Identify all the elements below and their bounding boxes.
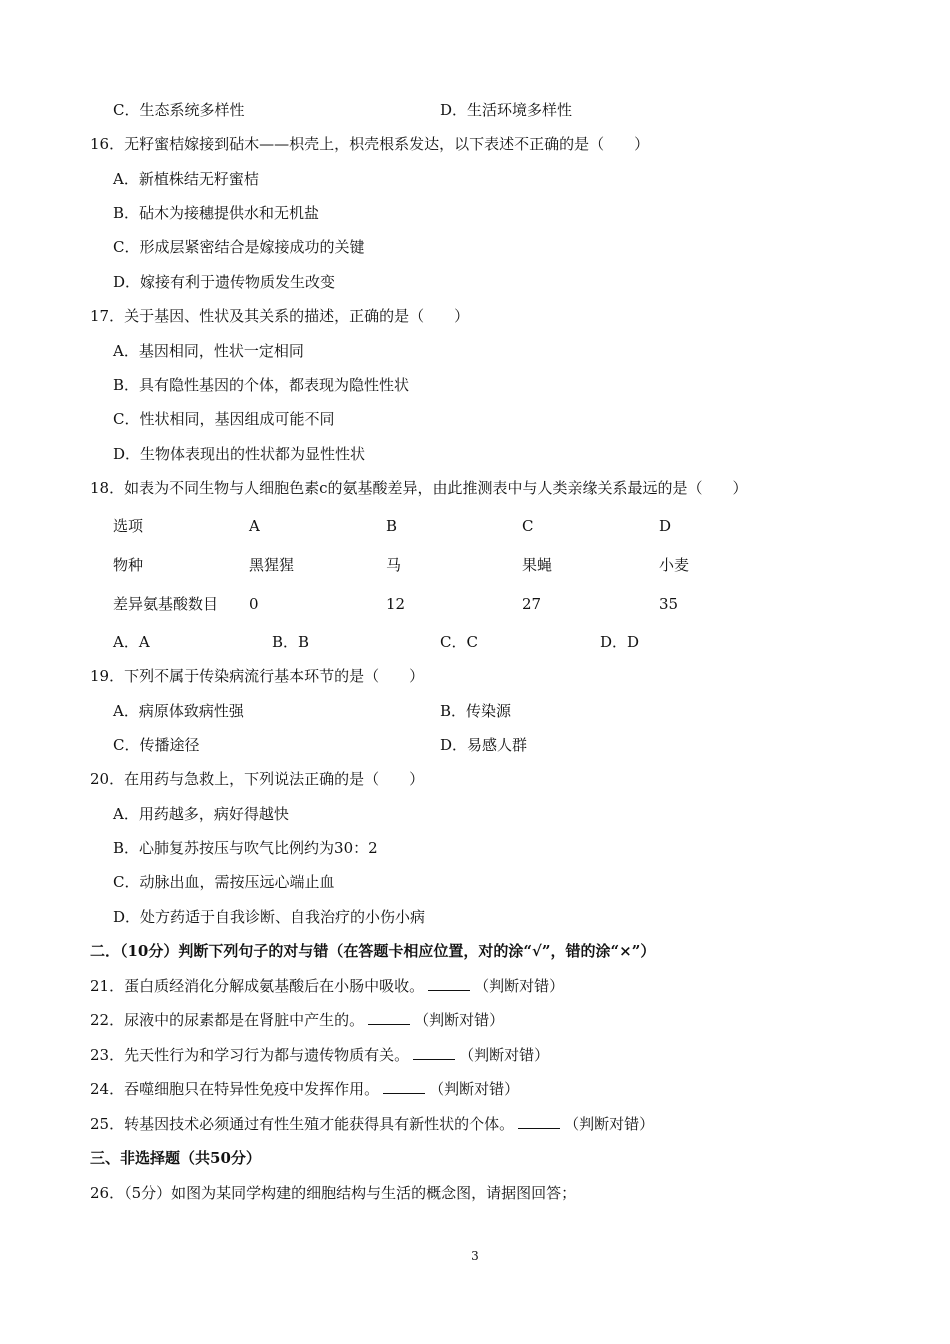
- table-cell: 果蝇: [522, 556, 553, 574]
- judge-text: 25．转基因技术必须通过有性生殖才能获得具有新性状的个体。: [90, 1115, 515, 1133]
- table-cell: 马: [386, 556, 402, 574]
- q20-option-a: A．用药越多，病好得越快: [113, 805, 289, 823]
- table-cell: 黑猩猩: [249, 556, 295, 574]
- table-cell: 35: [659, 595, 679, 613]
- judge-item: [90, 1079, 519, 1099]
- judge-text: 21．蛋白质经消化分解成氨基酸后在小肠中吸收。: [90, 977, 425, 995]
- q18-option-d: D．D: [600, 633, 640, 651]
- q18-option-b: B．B: [272, 633, 310, 651]
- q18-option-a: A．A: [113, 633, 150, 651]
- q15-option-c: C．生态系统多样性: [113, 101, 245, 119]
- q17-option-b: B．具有隐性基因的个体，都表现为隐性性状: [113, 376, 410, 394]
- q18-option-c: C．C: [440, 633, 478, 651]
- judge-text: 23．先天性行为和学习行为都与遗传物质有关。: [90, 1046, 410, 1064]
- q19-option-d: D．易感人群: [440, 736, 528, 754]
- q20-stem: 20．在用药与急救上，下列说法正确的是（ ）: [90, 770, 425, 788]
- q18-stem: 18．如表为不同生物与人细胞色素c的氨基酸差异，由此推测表中与人类亲缘关系最远的是（ ）: [90, 479, 748, 497]
- table-cell: 小麦: [659, 556, 690, 574]
- q17-option-d: D．生物体表现出的性状都为显性性状: [113, 445, 366, 463]
- answer-blank[interactable]: [368, 1010, 410, 1025]
- table-cell: 27: [522, 595, 542, 613]
- judge-item: [90, 1114, 654, 1134]
- judge-item: [90, 976, 564, 996]
- table-cell: C: [522, 517, 534, 535]
- q16-option-d: D．嫁接有利于遗传物质发生改变: [113, 273, 336, 291]
- q19-stem: 19．下列不属于传染病流行基本环节的是（ ）: [90, 667, 425, 685]
- judge-tail: （判断对错）: [564, 1115, 655, 1133]
- judge-item: [90, 1010, 504, 1030]
- q19-option-b: B．传染源: [440, 702, 512, 720]
- table-cell: 0: [249, 595, 259, 613]
- q16-option-c: C．形成层紧密结合是嫁接成功的关键: [113, 238, 365, 256]
- section-2-title: 二．（10分）判断下列句子的对与错（在答题卡相应位置，对的涂“√”，错的涂“×”）: [90, 942, 656, 960]
- judge-text: 24．吞噬细胞只在特异性免疫中发挥作用。: [90, 1080, 380, 1098]
- answer-blank[interactable]: [428, 976, 470, 991]
- q17-option-a: A．基因相同，性状一定相同: [113, 342, 304, 360]
- section-3-title: 三、非选择题（共50分）: [90, 1149, 261, 1167]
- q16-option-a: A．新植株结无籽蜜桔: [113, 170, 259, 188]
- judge-tail: （判断对错）: [474, 977, 565, 995]
- q16-option-b: B．砧木为接穗提供水和无机盐: [113, 204, 320, 222]
- judge-item: [90, 1045, 549, 1065]
- q17-option-c: C．性状相同，基因组成可能不同: [113, 410, 335, 428]
- page-number: 3: [471, 1249, 479, 1263]
- judge-tail: （判断对错）: [414, 1011, 505, 1029]
- q20-option-d: D．处方药适于自我诊断、自我治疗的小伤小病: [113, 908, 426, 926]
- judge-tail: （判断对错）: [459, 1046, 550, 1064]
- table-cell: 选项: [113, 517, 144, 535]
- q17-stem: 17．关于基因、性状及其关系的描述，正确的是（ ）: [90, 307, 470, 325]
- q20-option-c: C．动脉出血，需按压远心端止血: [113, 873, 335, 891]
- q16-stem: 16．无籽蜜桔嫁接到砧木——枳壳上，枳壳根系发达，以下表述不正确的是（ ）: [90, 135, 650, 153]
- table-cell: D: [659, 517, 672, 535]
- table-cell: A: [249, 517, 260, 535]
- table-cell: 差异氨基酸数目: [113, 595, 219, 613]
- judge-tail: （判断对错）: [429, 1080, 520, 1098]
- q20-option-b: B．心肺复苏按压与吹气比例约为30：2: [113, 839, 378, 857]
- q15-option-d: D．生活环境多样性: [440, 101, 573, 119]
- table-cell: 物种: [113, 556, 144, 574]
- table-cell: 12: [386, 595, 406, 613]
- answer-blank[interactable]: [518, 1114, 560, 1129]
- answer-blank[interactable]: [413, 1045, 455, 1060]
- q19-option-a: A．病原体致病性强: [113, 702, 244, 720]
- q26-stem: 26．（5分）如图为某同学构建的细胞结构与生活的概念图，请据图回答；: [90, 1184, 577, 1202]
- judge-text: 22．尿液中的尿素都是在肾脏中产生的。: [90, 1011, 365, 1029]
- table-cell: B: [386, 517, 398, 535]
- q19-option-c: C．传播途径: [113, 736, 200, 754]
- answer-blank[interactable]: [383, 1079, 425, 1094]
